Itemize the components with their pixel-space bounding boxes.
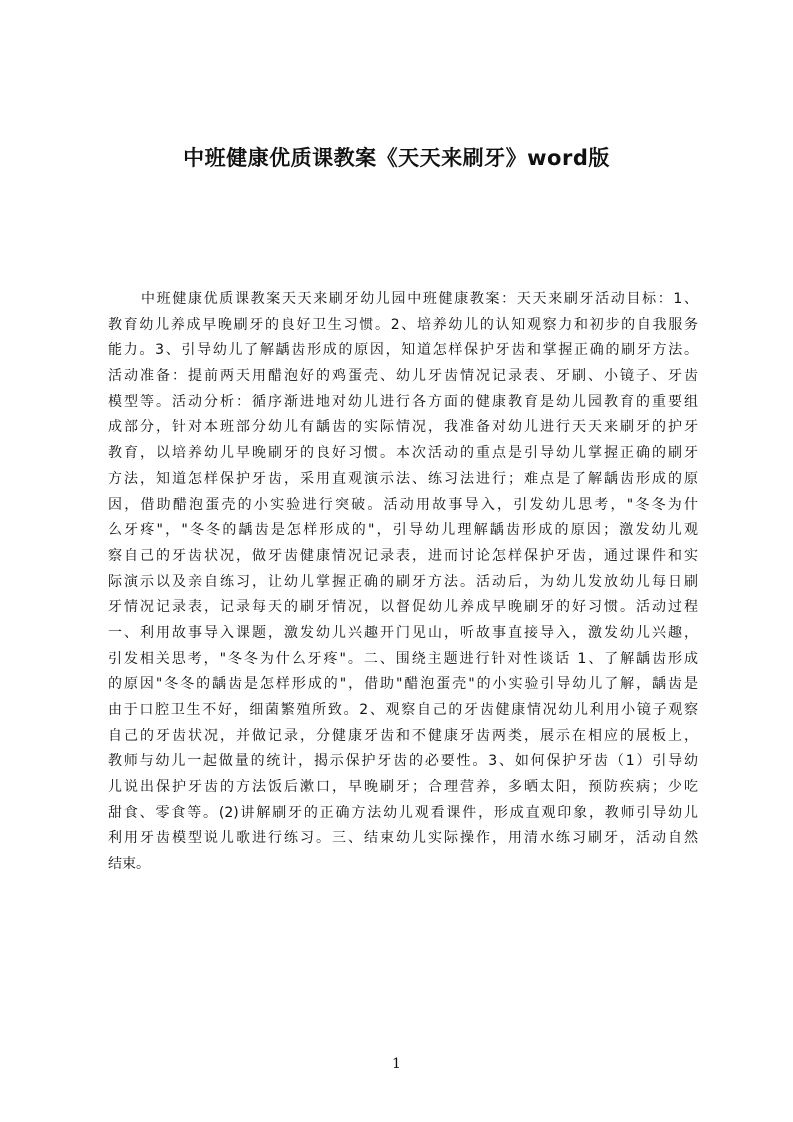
body-line: 一、利用故事导入课题，激发幼儿兴趣开门见山，听故事直接导入，激发幼儿兴趣， xyxy=(108,624,698,641)
body-line: 际演示以及亲自练习，让幼儿掌握正确的刷牙方法。活动后，为幼儿发放幼儿每日刷 xyxy=(108,573,698,590)
body-line: 甜食、零食等。(2)讲解刷牙的正确方法幼儿观看课件，形成直观印象，教师引导幼儿 xyxy=(108,804,698,821)
body-line: 中班健康优质课教案天天来刷牙幼儿园中班健康教案：天天来刷牙活动目标：1、 xyxy=(141,291,698,307)
body-line: 教师与幼儿一起做量的统计，揭示保护牙齿的必要性。3、如何保护牙齿（1）引导幼 xyxy=(108,753,698,770)
body-line: 模型等。活动分析：循序渐进地对幼儿进行各方面的健康教育是幼儿园教育的重要组 xyxy=(108,393,698,410)
body-line: 成部分，针对本班部分幼儿有龋齿的实际情况，我准备对幼儿进行天天来刷牙的护牙 xyxy=(108,419,698,436)
body-line: 自己的牙齿状况，并做记录，分健康牙齿和不健康牙齿两类，展示在相应的展板上， xyxy=(108,727,698,744)
body-line: 么牙疼"，"冬冬的龋齿是怎样形成的"，引导幼儿理解龋齿形成的原因；激发幼儿观 xyxy=(108,522,698,539)
body-line: 结束。 xyxy=(108,856,150,873)
body-line: 能力。3、引导幼儿了解龋齿形成的原因，知道怎样保护牙齿和掌握正确的刷牙方法。 xyxy=(108,342,698,359)
page-number: 1 xyxy=(392,1056,401,1072)
body-line: 活动准备：提前两天用醋泡好的鸡蛋壳、幼儿牙齿情况记录表、牙刷、小镜子、牙齿 xyxy=(108,368,698,385)
document-body xyxy=(108,287,698,897)
body-line: 利用牙齿模型说儿歌进行练习。三、结束幼儿实际操作，用清水练习刷牙，活动自然 xyxy=(108,830,698,847)
body-line: 教育，以培养幼儿早晚刷牙的良好习惯。本次活动的重点是引导幼儿掌握正确的刷牙 xyxy=(108,445,698,462)
body-line: 教育幼儿养成早晚刷牙的良好卫生习惯。2、培养幼儿的认知观察力和初步的自我服务 xyxy=(108,316,698,333)
document-title: 中班健康优质课教案《天天来刷牙》word版 xyxy=(183,146,610,170)
body-line: 儿说出保护牙齿的方法饭后漱口，早晚刷牙；合理营养，多晒太阳，预防疾病；少吃 xyxy=(108,779,698,796)
body-line: 方法，知道怎样保护牙齿，采用直观演示法、练习法进行；难点是了解龋齿形成的原 xyxy=(108,470,698,487)
body-line: 察自己的牙齿状况，做牙齿健康情况记录表，进而讨论怎样保护牙齿，通过课件和实 xyxy=(108,547,698,564)
body-line: 因，借助醋泡蛋壳的小实验进行突破。活动用故事导入，引发幼儿思考，"冬冬为什 xyxy=(108,496,698,513)
body-line: 引发相关思考，"冬冬为什么牙疼"。二、围绕主题进行针对性谈话 1、了解龋齿形成 xyxy=(108,650,698,667)
body-line: 牙情况记录表，记录每天的刷牙情况，以督促幼儿养成早晚刷牙的好习惯。活动过程 xyxy=(108,599,698,616)
body-line: 的原因"冬冬的龋齿是怎样形成的"，借助"醋泡蛋壳"的小实验引导幼儿了解，龋齿是 xyxy=(108,676,698,693)
body-line: 由于口腔卫生不好，细菌繁殖所致。2、观察自己的牙齿健康情况幼儿利用小镜子观察 xyxy=(108,702,698,718)
